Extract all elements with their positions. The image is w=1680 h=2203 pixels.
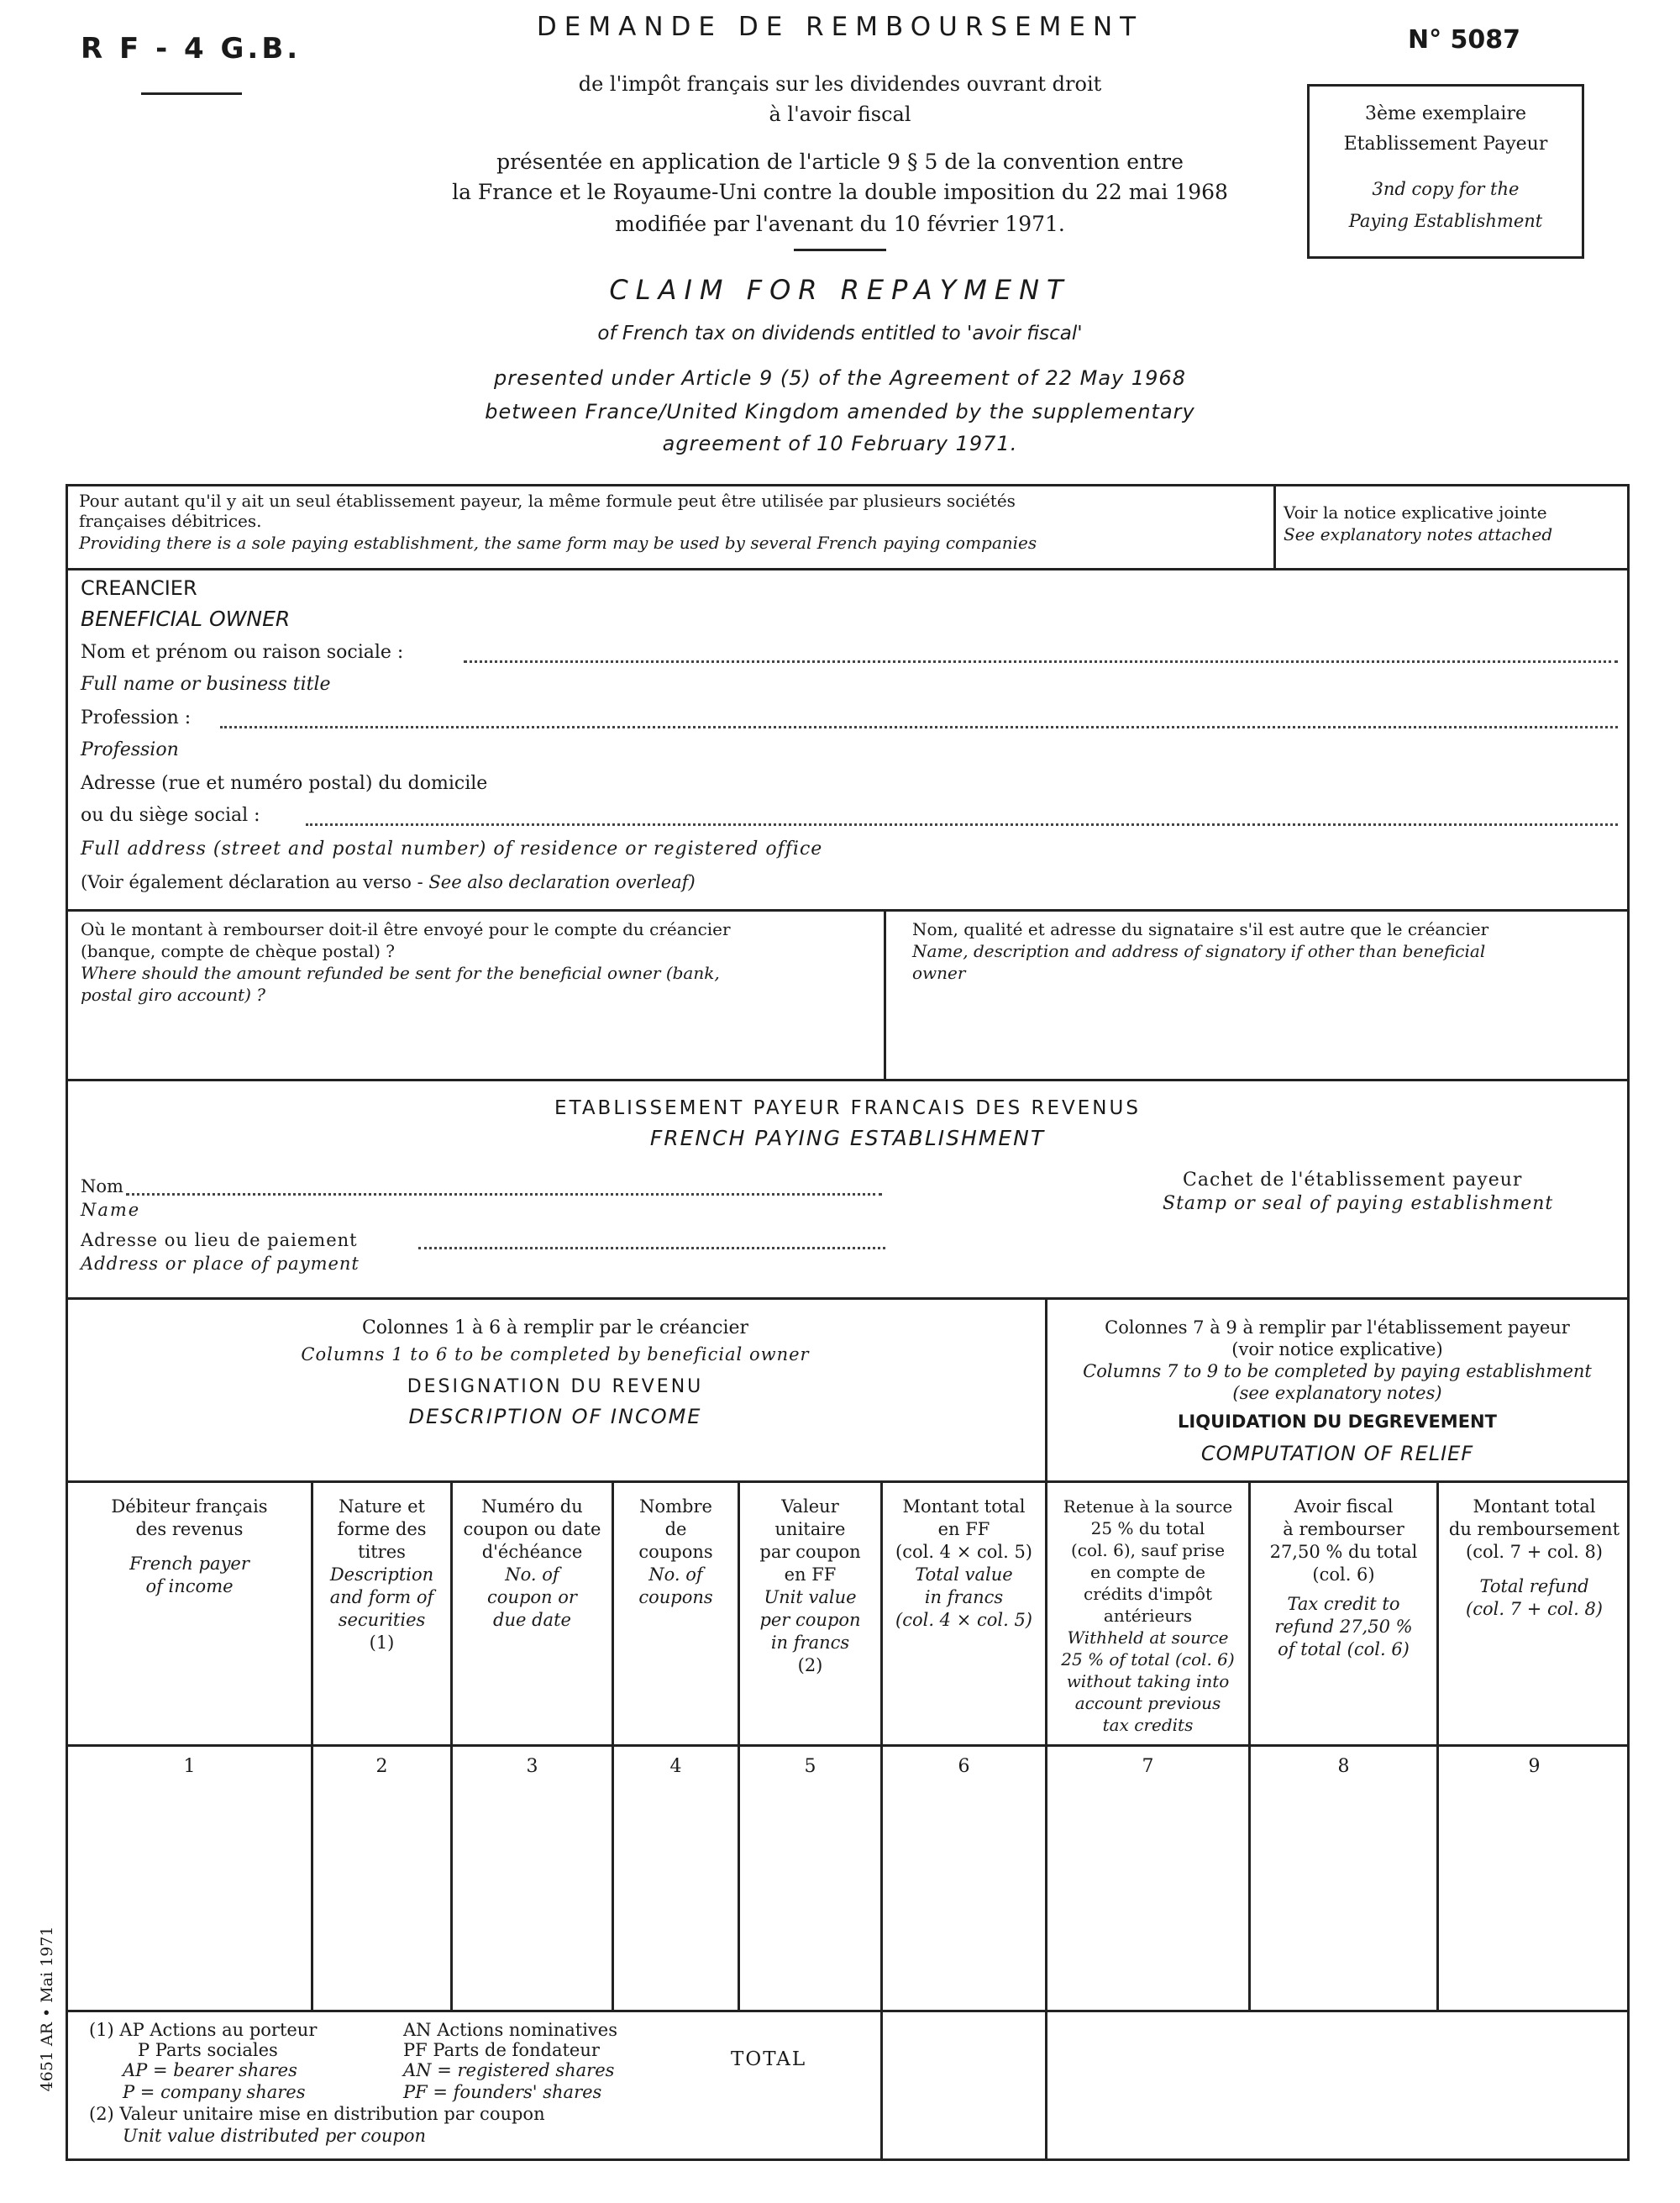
col-number-4: 4 <box>669 1756 682 1777</box>
refund-divider <box>884 909 886 1079</box>
footnote-4a: P = company shares <box>123 2082 306 2102</box>
col-2-en-4: (1) <box>369 1633 395 1653</box>
footnote-3b: AN = registered shares <box>403 2060 615 2080</box>
paying-name-label-en: Name <box>81 1200 141 1220</box>
col-5-en-4: (2) <box>797 1655 823 1675</box>
col-3-en-1: No. of <box>505 1564 559 1585</box>
paying-address-label: Adresse ou lieu de paiement <box>81 1230 358 1250</box>
footnote-6: Unit value distributed per coupon <box>123 2126 426 2146</box>
creditor-title-en: BENEFICIAL OWNER <box>81 607 291 631</box>
col-number-6: 6 <box>958 1756 970 1777</box>
col-7-fr-5: crédits d'impôt <box>1084 1584 1212 1604</box>
creditor-name-label: Nom et prénom ou raison sociale : <box>81 642 404 663</box>
creditor-profession-label-en: Profession <box>81 739 179 760</box>
footnote-5: (2) Valeur unitaire mise en distribution par coupon <box>89 2104 545 2124</box>
col-7-fr-1: Retenue à la source <box>1063 1496 1233 1517</box>
copy-box-fr-2: Etablissement Payeur <box>1343 134 1548 155</box>
form-number: N° 5087 <box>1408 25 1521 55</box>
col-2-fr-2: forme des <box>337 1519 427 1539</box>
col-header-8 <box>1251 1496 1436 1661</box>
creditor-address-field[interactable] <box>306 823 1618 826</box>
footnote-2a: P Parts sociales <box>138 2040 278 2060</box>
col-6-fr-1: Montant total <box>902 1496 1026 1517</box>
col-5-en-3: in francs <box>770 1633 850 1653</box>
paying-name-field[interactable] <box>126 1193 882 1196</box>
creditor-title-fr: CREANCIER <box>81 576 197 600</box>
refund-fr-2: (banque, compte de chèque postal) ? <box>81 941 396 961</box>
col-number-8: 8 <box>1337 1756 1350 1777</box>
col-1-fr-1: Débiteur français <box>111 1496 268 1517</box>
col-8-fr-2: à rembourser <box>1283 1519 1404 1539</box>
col-3-en-2: coupon or <box>487 1587 577 1607</box>
col-number-9: 9 <box>1528 1756 1541 1777</box>
col-6-en-1: Total value <box>915 1564 1013 1585</box>
creditor-address-label-1: Adresse (rue et numéro postal) du domicile <box>81 773 488 794</box>
header-divider <box>794 249 886 251</box>
side-form-code: 4651 AR • Mai 1971 <box>38 1926 56 2092</box>
fr-subtitle-1: de l'impôt français sur les dividendes ouvrant droit <box>578 72 1102 96</box>
footnote-1b: AN Actions nominatives <box>403 2020 617 2040</box>
col-header-9 <box>1439 1496 1630 1621</box>
col-5-fr-4: en FF <box>784 1564 837 1585</box>
entry-cell-col-5[interactable] <box>741 1788 879 2008</box>
fr-subtitle-3: présentée en application de l'article 9 § 5 de la convention entre <box>496 150 1184 174</box>
entry-cell-col-2[interactable] <box>314 1788 449 2008</box>
col-8-fr-1: Avoir fiscal <box>1294 1496 1394 1517</box>
data-row-bottom <box>66 2010 1630 2012</box>
col-number-3: 3 <box>526 1756 538 1777</box>
col-header-2 <box>313 1496 450 1654</box>
col-8-fr-3: 27,50 % du total <box>1269 1542 1418 1562</box>
group-header-bottom <box>66 1480 1630 1483</box>
col-9-fr-1: Montant total <box>1473 1496 1596 1517</box>
col-7-en-1: Withheld at source <box>1067 1627 1229 1648</box>
en-subtitle-4: agreement of 10 February 1971. <box>662 432 1018 455</box>
refund-fr-1: Où le montant à rembourser doit-il être envoyé pour le compte du créancier <box>81 919 731 939</box>
cols-right-fr-1: Colonnes 7 à 9 à remplir par l'établissement payeur <box>1105 1317 1570 1338</box>
col-8-en-1: Tax credit to <box>1287 1594 1400 1614</box>
footnote-1a: (1) AP Actions au porteur <box>89 2020 318 2040</box>
col-number-1: 1 <box>183 1756 196 1777</box>
col-4-en-1: No. of <box>648 1564 703 1585</box>
fr-title: DEMANDE DE REMBOURSEMENT <box>536 12 1144 42</box>
form-code: R F - 4 G.B. <box>81 32 302 66</box>
total-label: TOTAL <box>731 2048 807 2070</box>
col-2-en-3: securities <box>338 1610 426 1630</box>
signatory-fr: Nom, qualité et adresse du signataire s'il est autre que le créancier <box>912 919 1489 939</box>
col-number-7: 7 <box>1142 1756 1154 1777</box>
stamp-label-en: Stamp or seal of paying establishment <box>1163 1193 1554 1214</box>
col-8-en-2: refund 27,50 % <box>1274 1617 1413 1637</box>
col-7-fr-4: en compte de <box>1090 1562 1205 1582</box>
col-header-5 <box>740 1496 880 1677</box>
col-4-fr-1: Nombre <box>639 1496 712 1517</box>
notice-right-en: See explanatory notes attached <box>1284 524 1553 544</box>
cols-left-fr: Colonnes 1 à 6 à remplir par le créancier <box>361 1317 749 1338</box>
creditor-name-label-en: Full name or business title <box>81 674 331 695</box>
entry-cell-col-3[interactable] <box>454 1788 610 2008</box>
col-5-en-2: per coupon <box>759 1610 861 1630</box>
paying-title-en: FRENCH PAYING ESTABLISHMENT <box>649 1126 1046 1150</box>
entry-cell-col-7[interactable] <box>1048 1788 1247 2008</box>
col-3-fr-1: Numéro du <box>481 1496 583 1517</box>
creditor-name-field[interactable] <box>464 660 1618 663</box>
creditor-see-overleaf <box>81 872 696 892</box>
copy-box <box>1307 84 1584 259</box>
notice-divider <box>1273 484 1276 568</box>
cols-left-title-fr: DESIGNATION DU REVENU <box>407 1376 704 1397</box>
copy-box-en-2: Paying Establishment <box>1348 211 1543 231</box>
col-9-en-1: Total refund <box>1479 1576 1589 1596</box>
col-4-fr-2: de <box>664 1519 687 1539</box>
col-5-fr-1: Valeur <box>781 1496 839 1517</box>
entry-cell-col-6[interactable] <box>884 1788 1043 2008</box>
col-2-en-2: and form of <box>329 1587 434 1607</box>
col-7-en-3: without taking into <box>1066 1671 1230 1691</box>
paying-address-field[interactable] <box>418 1247 885 1249</box>
col-number-5: 5 <box>804 1756 816 1777</box>
col-1-en-1: French payer <box>129 1554 249 1574</box>
notice-fr-1: Pour autant qu'il y ait un seul établissement payeur, la même formule peut être utilisée par plusieurs sociétés <box>79 491 1016 511</box>
notice-right-fr: Voir la notice explicative jointe <box>1284 502 1547 523</box>
cols-right-title-fr: LIQUIDATION DU DEGREVEMENT <box>1178 1412 1497 1432</box>
en-subtitle-3: between France/United Kingdom amended by the supplementary <box>485 400 1195 423</box>
col-8-fr-4: (col. 6) <box>1312 1564 1375 1585</box>
creditor-address-label-2: ou du siège social : <box>81 805 260 826</box>
creditor-see-fr: (Voir également déclaration au verso - <box>81 872 423 892</box>
notice-row-bottom <box>66 568 1630 570</box>
refund-row-bottom <box>66 1079 1630 1081</box>
col-header-1 <box>68 1496 311 1598</box>
col-1-en-2: of income <box>145 1576 234 1596</box>
footnote-2b: PF Parts de fondateur <box>403 2040 600 2060</box>
paying-address-label-en: Address or place of payment <box>81 1254 360 1274</box>
creditor-profession-field[interactable] <box>220 726 1618 728</box>
signatory-en-2: owner <box>912 963 966 983</box>
paying-row-bottom <box>66 1297 1630 1300</box>
cols-left-en: Columns 1 to 6 to be completed by beneficial owner <box>301 1344 810 1364</box>
col-3-fr-2: coupon ou date <box>463 1519 601 1539</box>
refund-en-2: postal giro account) ? <box>81 985 266 1005</box>
col-7-fr-6: antérieurs <box>1103 1606 1193 1626</box>
cols-right-title-en: COMPUTATION OF RELIEF <box>1200 1442 1474 1465</box>
creditor-see-en: See also declaration overleaf) <box>428 872 696 892</box>
entry-cell-col-1[interactable] <box>69 1788 309 2008</box>
fr-subtitle-2: à l'avoir fiscal <box>769 103 911 126</box>
col-9-en-2: (col. 7 + col. 8) <box>1466 1599 1603 1619</box>
signatory-en-1: Name, description and address of signatory if other than beneficial <box>912 941 1486 961</box>
col-7-en-4: account previous <box>1074 1693 1221 1713</box>
col-6-en-3: (col. 4 × col. 5) <box>895 1610 1032 1630</box>
col-header-6 <box>883 1496 1045 1632</box>
en-subtitle-2: presented under Article 9 (5) of the Agreement of 22 May 1968 <box>494 366 1186 390</box>
notice-en: Providing there is a sole paying establishment, the same form may be used by several French paying companies <box>79 533 1037 553</box>
cols-right-en-1: Columns 7 to 9 to be completed by paying establishment <box>1083 1361 1592 1381</box>
creditor-profession-label: Profession : <box>81 707 192 728</box>
total-cell-relief[interactable] <box>1048 2013 1628 2158</box>
col-5-fr-3: par coupon <box>759 1542 861 1562</box>
fr-subtitle-5: modifiée par l'avenant du 10 février 1971. <box>615 212 1065 236</box>
entry-cell-col-9[interactable] <box>1440 1788 1628 2008</box>
col-7-en-2: 25 % of total (col. 6) <box>1061 1649 1235 1669</box>
col-6-fr-3: (col. 4 × col. 5) <box>895 1542 1032 1562</box>
col-5-en-1: Unit value <box>764 1587 857 1607</box>
col-6-en-2: in francs <box>924 1587 1004 1607</box>
fr-subtitle-4: la France et le Royaume-Uni contre la double imposition du 22 mai 1968 <box>452 180 1228 204</box>
total-cell-col-6[interactable] <box>884 2013 1043 2158</box>
form-code-underline <box>141 92 242 95</box>
paying-name-label: Nom <box>81 1176 123 1196</box>
col-3-en-3: due date <box>493 1610 571 1630</box>
en-title: CLAIM FOR REPAYMENT <box>609 274 1071 306</box>
col-2-fr-3: titres <box>358 1542 406 1562</box>
creditor-address-label-en: Full address (street and postal number) of residence or registered office <box>81 839 823 860</box>
en-subtitle-1: of French tax on dividends entitled to 'avoir fiscal' <box>597 323 1083 344</box>
col-4-fr-3: coupons <box>638 1542 713 1562</box>
cols-right-fr-2: (voir notice explicative) <box>1231 1339 1443 1359</box>
col-7-en-5: tax credits <box>1102 1715 1194 1735</box>
col-header-3 <box>453 1496 612 1632</box>
col-header-bottom <box>66 1744 1630 1747</box>
paying-title-fr: ETABLISSEMENT PAYEUR FRANCAIS DES REVENUS <box>554 1097 1141 1119</box>
refund-en-1: Where should the amount refunded be sent for the beneficial owner (bank, <box>81 963 720 983</box>
col-7-fr-2: 25 % du total <box>1090 1518 1205 1538</box>
col-9-fr-3: (col. 7 + col. 8) <box>1466 1542 1603 1562</box>
col-8-en-3: of total (col. 6) <box>1278 1639 1410 1659</box>
col-4-en-2: coupons <box>638 1587 713 1607</box>
col-1-fr-2: des revenus <box>135 1519 244 1539</box>
entry-cell-col-4[interactable] <box>615 1788 736 2008</box>
col-7-fr-3: (col. 6), sauf prise <box>1070 1540 1226 1560</box>
col-3-fr-3: d'échéance <box>481 1542 583 1562</box>
copy-box-fr-1: 3ème exemplaire <box>1364 103 1526 124</box>
footnote-4b: PF = founders' shares <box>403 2082 602 2102</box>
col-number-2: 2 <box>375 1756 388 1777</box>
col-2-fr-1: Nature et <box>339 1496 425 1517</box>
entry-cell-col-8[interactable] <box>1252 1788 1435 2008</box>
copy-box-en-1: 3nd copy for the <box>1372 179 1520 199</box>
footnote-3a: AP = bearer shares <box>123 2060 297 2080</box>
col-9-fr-2: du remboursement <box>1448 1519 1620 1539</box>
notice-fr-2: françaises débitrices. <box>79 511 262 531</box>
cols-left-title-en: DESCRIPTION OF INCOME <box>408 1405 702 1428</box>
col-2-en-1: Description <box>329 1564 434 1585</box>
cols-right-en-2: (see explanatory notes) <box>1232 1383 1442 1403</box>
col-6-fr-2: en FF <box>937 1519 990 1539</box>
col-header-7 <box>1047 1496 1248 1736</box>
creditor-row-bottom <box>66 909 1630 912</box>
col-header-4 <box>614 1496 738 1609</box>
col-5-fr-2: unitaire <box>774 1519 846 1539</box>
stamp-label-fr: Cachet de l'établissement payeur <box>1183 1170 1523 1191</box>
